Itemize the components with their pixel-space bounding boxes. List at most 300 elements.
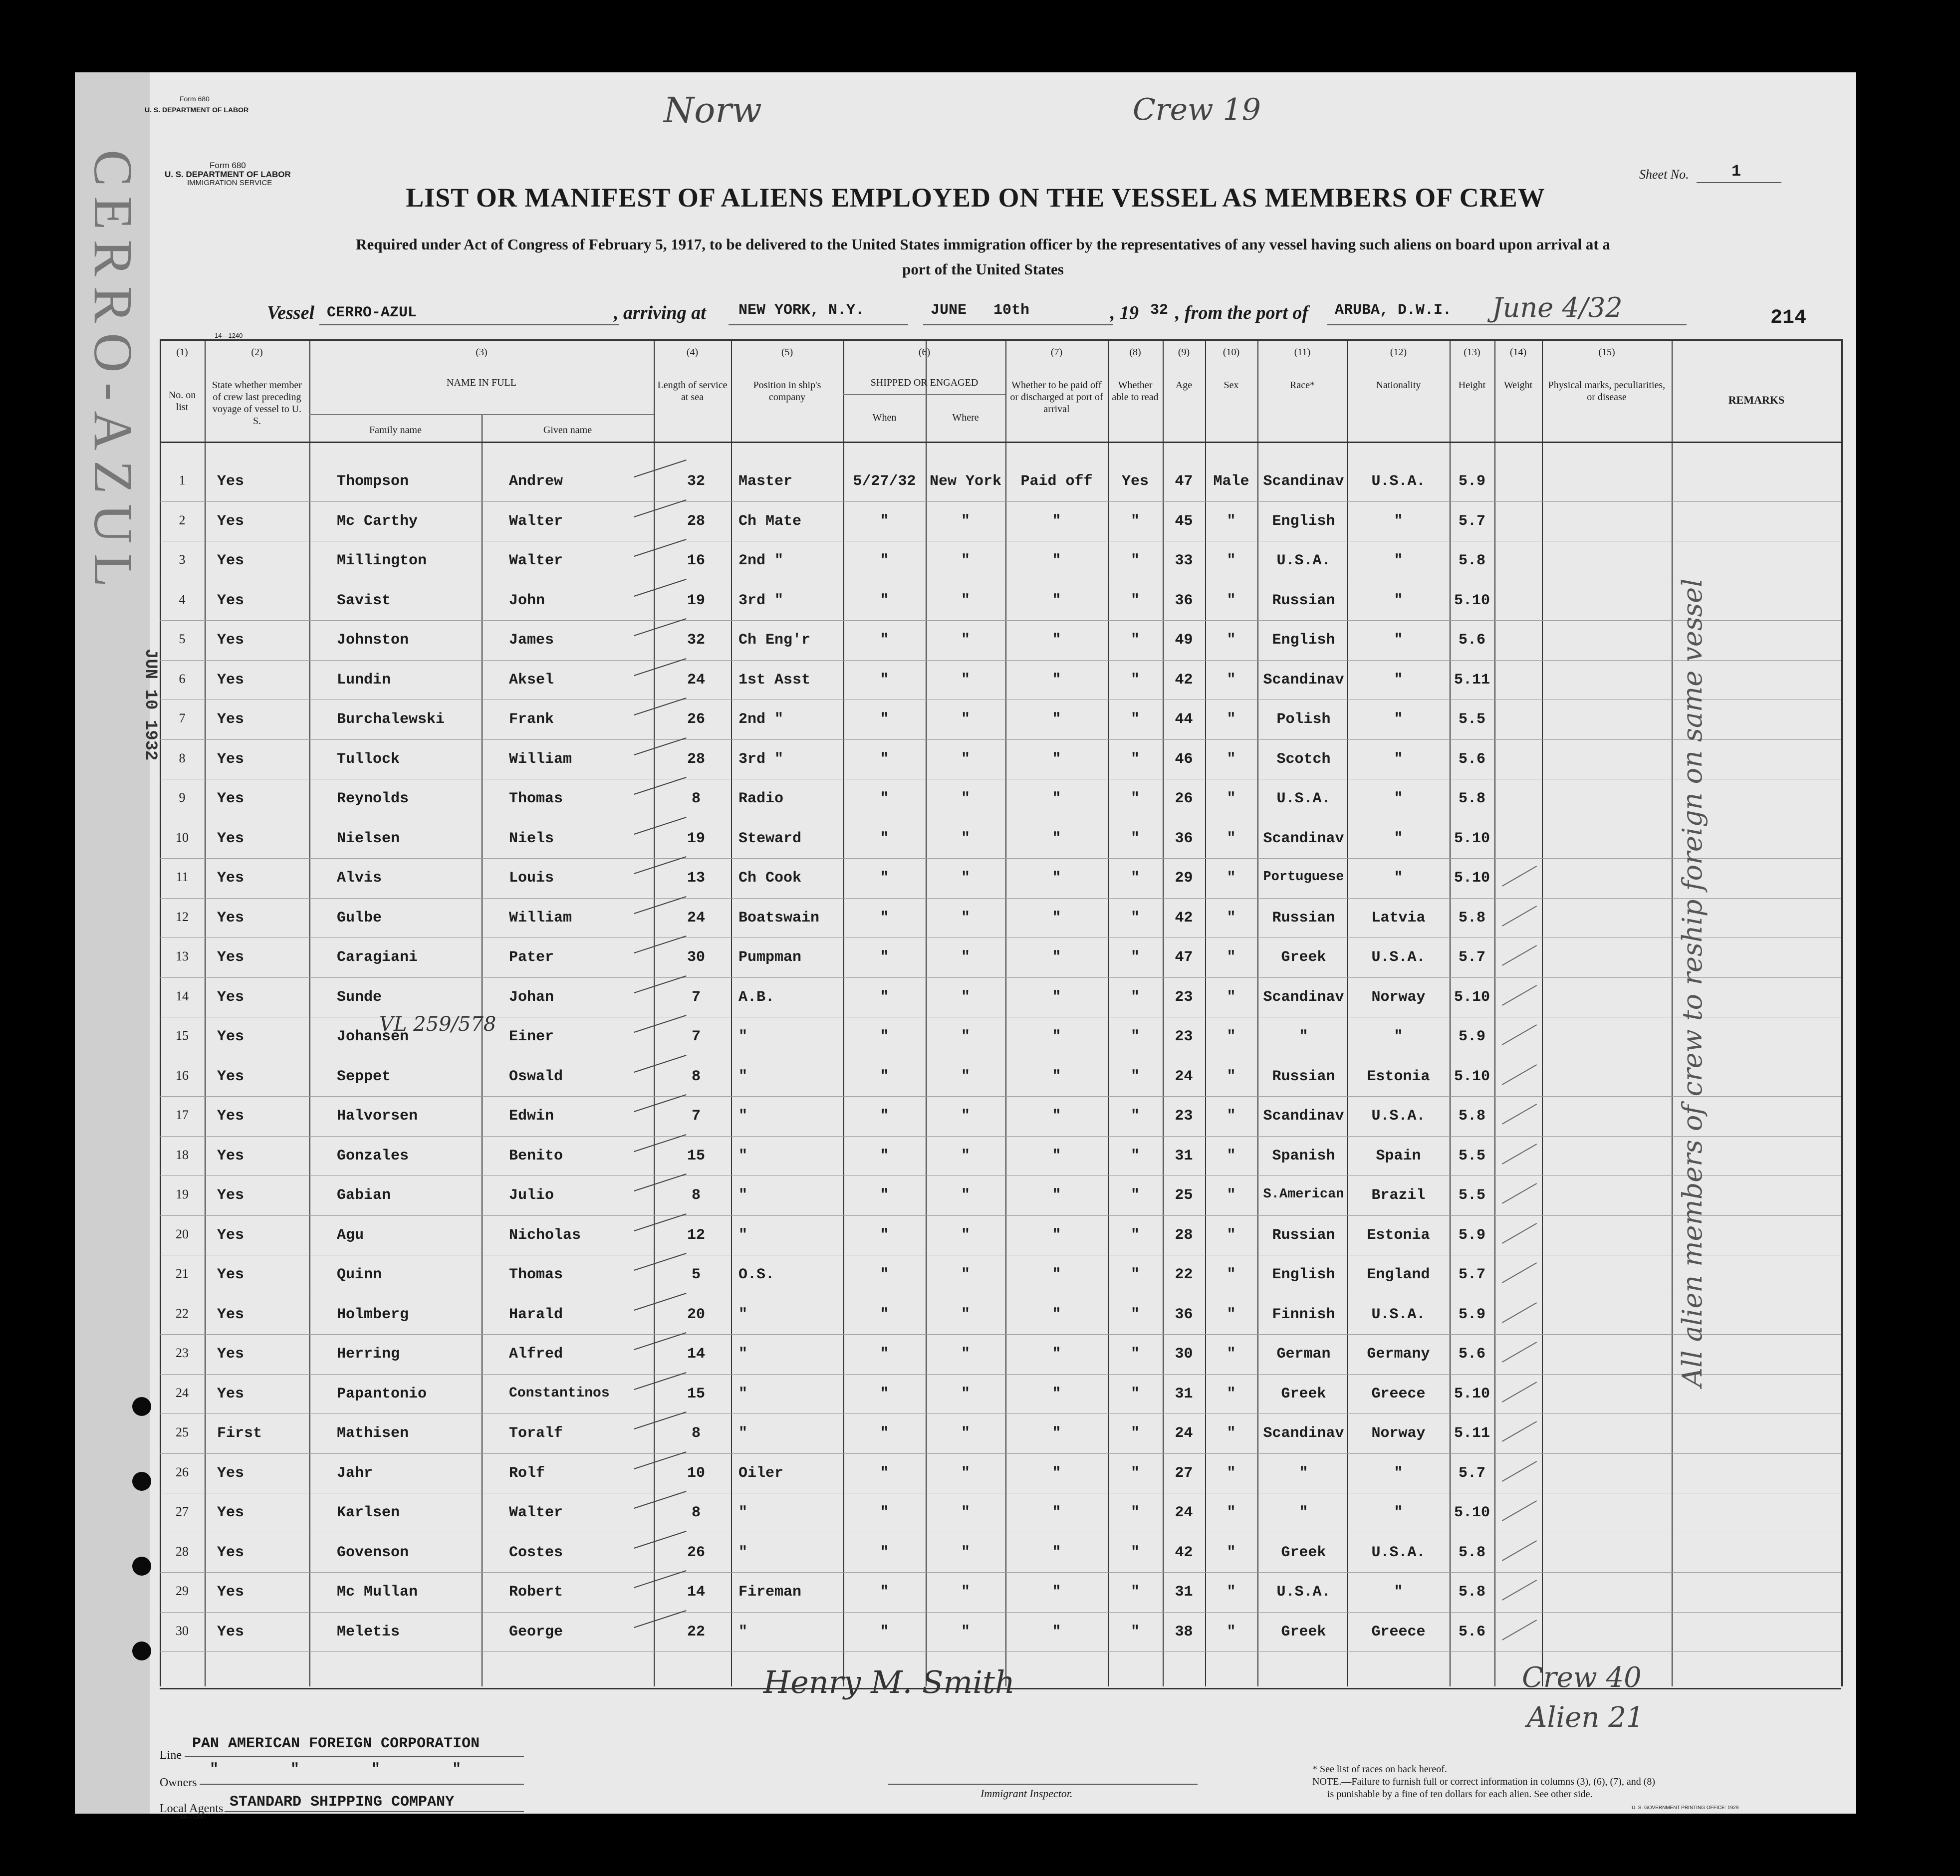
cell-given: Louis: [509, 870, 554, 887]
cell-sex: ": [1226, 1346, 1236, 1363]
cell-family: Halvorsen: [337, 1108, 418, 1125]
cell-paid: ": [1052, 632, 1061, 649]
cell-family: Seppet: [337, 1068, 391, 1085]
cell-prev: Yes: [217, 949, 245, 966]
cell-nationality: Greece: [1371, 1385, 1426, 1403]
cell-service: 8: [691, 1504, 701, 1521]
cell-height: 5.6: [1458, 1346, 1485, 1363]
cell-where: ": [961, 1187, 970, 1204]
column-header: State whether member of crew last preceding voyage of vessel to U. S.: [212, 380, 302, 427]
cell-prev: Yes: [217, 909, 245, 927]
cell-sex: ": [1226, 1504, 1236, 1521]
cell-age: 36: [1175, 830, 1193, 847]
cell-prev: Yes: [217, 988, 245, 1006]
cell-given: Johan: [509, 988, 554, 1006]
arrival-date: JUNE 10th: [931, 302, 1030, 319]
vessel-name: CERRO-AZUL: [327, 304, 417, 321]
cell-read: ": [1130, 592, 1140, 609]
cell-prev: First: [217, 1425, 262, 1442]
cell-race: English: [1272, 1266, 1335, 1283]
cell-paid: ": [1052, 988, 1061, 1006]
column-number: (7): [1050, 347, 1063, 358]
cell-family: Savist: [337, 592, 391, 609]
arrival-year: 32: [1150, 302, 1169, 319]
cell-paid: ": [1052, 711, 1061, 728]
cell-position: O.S.: [738, 1266, 775, 1283]
cell-paid: ": [1052, 1584, 1061, 1601]
cell-height: 5.7: [1458, 1464, 1485, 1482]
cell-given: Alfred: [509, 1346, 563, 1363]
cell-position: ": [738, 1108, 748, 1125]
cell-when: ": [880, 870, 889, 887]
cell-age: 36: [1175, 592, 1193, 609]
cell-no: 13: [176, 949, 189, 963]
cell-when: ": [880, 1187, 889, 1204]
cell-position: Pumpman: [738, 949, 802, 966]
cell-when: ": [880, 1266, 889, 1283]
cell-where: ": [961, 592, 970, 609]
cell-sex: ": [1226, 1306, 1236, 1323]
cell-service: 28: [687, 512, 705, 530]
cell-position: ": [738, 1425, 748, 1442]
cell-height: 5.8: [1458, 790, 1485, 807]
cell-height: 5.6: [1458, 632, 1485, 649]
port-underline: [1327, 324, 1687, 325]
cell-nationality: Estonia: [1367, 1068, 1430, 1085]
cell-position: Fireman: [738, 1584, 802, 1601]
column-number: (6): [918, 347, 931, 358]
cell-family: Mc Mullan: [337, 1584, 418, 1601]
cell-given: Walter: [509, 552, 563, 569]
cell-where: ": [961, 1623, 970, 1641]
cell-race: English: [1272, 632, 1335, 649]
cell-when: ": [880, 988, 889, 1006]
header-subdivider: [843, 394, 1005, 395]
cell-where: ": [961, 750, 970, 768]
cell-prev: Yes: [217, 1266, 245, 1283]
column-divider: [1841, 339, 1843, 1686]
dept-top: U. S. DEPARTMENT OF LABOR: [145, 106, 249, 114]
cell-read: ": [1130, 552, 1140, 569]
cell-age: 22: [1175, 1266, 1193, 1283]
margin-code: 14—1240: [215, 332, 243, 339]
cell-prev: Yes: [217, 1187, 245, 1204]
cell-family: Quinn: [337, 1266, 382, 1283]
cell-family: Agu: [337, 1226, 364, 1244]
cell-height: 5.7: [1458, 1266, 1485, 1283]
cell-height: 5.9: [1458, 1306, 1485, 1323]
cell-when: ": [880, 1544, 889, 1561]
cell-age: 46: [1175, 750, 1193, 768]
header-divider: [160, 442, 1841, 443]
cell-family: Reynolds: [337, 790, 409, 807]
column-number: (2): [251, 347, 263, 358]
cell-age: 45: [1175, 512, 1193, 530]
cell-given: Walter: [509, 512, 563, 530]
cell-when: ": [880, 1147, 889, 1165]
column-subheader: When: [872, 412, 897, 423]
cell-where: ": [961, 512, 970, 530]
cell-when: ": [880, 1623, 889, 1641]
cell-read: ": [1130, 1623, 1140, 1641]
cell-position: 3rd ": [738, 750, 784, 768]
cell-race: U.S.A.: [1276, 1584, 1331, 1601]
cell-given: John: [509, 592, 545, 609]
cell-when: ": [880, 750, 889, 768]
subtitle-line2: port of the United States: [902, 260, 1064, 278]
punch-hole: [132, 1397, 151, 1416]
cell-where: New York: [929, 473, 1002, 490]
printer-mark: U. S. GOVERNMENT PRINTING OFFICE: 1929: [1632, 1805, 1739, 1811]
cell-when: ": [880, 592, 889, 609]
cell-read: ": [1130, 949, 1140, 966]
cell-read: ": [1130, 1147, 1140, 1165]
cell-nationality: ": [1394, 1504, 1403, 1521]
cell-when: ": [880, 1504, 889, 1521]
cell-where: ": [961, 1147, 970, 1165]
cell-given: Walter: [509, 1504, 563, 1521]
cell-when: ": [880, 512, 889, 530]
column-header: Age: [1175, 380, 1193, 391]
cell-no: 4: [179, 592, 186, 607]
cell-nationality: ": [1394, 1464, 1403, 1482]
cell-age: 29: [1175, 870, 1193, 887]
cell-prev: Yes: [217, 1623, 245, 1641]
cell-no: 23: [176, 1346, 189, 1360]
cell-when: ": [880, 1306, 889, 1323]
cell-position: ": [738, 1226, 748, 1244]
cell-no: 28: [176, 1544, 189, 1559]
cell-no: 20: [176, 1226, 189, 1241]
cell-age: 44: [1175, 711, 1193, 728]
cell-nationality: ": [1394, 830, 1403, 847]
cell-when: ": [880, 909, 889, 927]
cell-height: 5.8: [1458, 1108, 1485, 1125]
cell-no: 11: [176, 870, 189, 884]
cell-paid: ": [1052, 552, 1061, 569]
cell-where: ": [961, 909, 970, 927]
cell-service: 24: [687, 671, 705, 689]
cell-position: Ch Mate: [738, 512, 802, 530]
cell-when: ": [880, 711, 889, 728]
cell-service: 7: [691, 1108, 701, 1125]
cell-height: 5.5: [1458, 1147, 1485, 1165]
cell-race: Russian: [1272, 592, 1335, 609]
cell-service: 32: [687, 632, 705, 649]
cell-nationality: ": [1394, 552, 1403, 569]
cell-race: Greek: [1281, 1544, 1326, 1561]
cell-nationality: U.S.A.: [1371, 949, 1426, 966]
cell-given: Andrew: [509, 473, 563, 490]
cell-no: 21: [176, 1266, 189, 1281]
cell-read: ": [1130, 1266, 1140, 1283]
cell-nationality: Estonia: [1367, 1226, 1430, 1244]
cell-service: 19: [687, 830, 705, 847]
cell-family: Gulbe: [337, 909, 382, 927]
cell-nationality: ": [1394, 711, 1403, 728]
cell-sex: ": [1226, 949, 1236, 966]
cell-service: 15: [687, 1385, 705, 1403]
cell-where: ": [961, 1068, 970, 1085]
cell-given: Aksel: [509, 671, 554, 689]
cell-prev: Yes: [217, 1028, 245, 1045]
cell-sex: ": [1226, 988, 1236, 1006]
cell-race: English: [1272, 512, 1335, 530]
cell-family: Sunde: [337, 988, 382, 1006]
cell-family: Caragiani: [337, 949, 418, 966]
arriving-port: NEW YORK, N.Y.: [738, 302, 865, 319]
cell-family: Mathisen: [337, 1425, 409, 1442]
hand-note-top-right: Crew 19: [1133, 92, 1261, 127]
cell-read: ": [1130, 909, 1140, 927]
cell-sex: ": [1226, 1544, 1236, 1561]
cell-sex: ": [1226, 1464, 1236, 1482]
cell-race: Scandinav: [1263, 1108, 1344, 1125]
cell-no: 8: [179, 750, 186, 765]
cell-family: Jahr: [337, 1464, 373, 1482]
cell-height: 5.6: [1458, 750, 1485, 768]
footer-form-code: 14—1240: [180, 1814, 206, 1821]
cell-nationality: U.S.A.: [1371, 1108, 1426, 1125]
cell-age: 42: [1175, 909, 1193, 927]
subtitle-line1: Required under Act of Congress of February 5, 1917, to be delivered to the United States immigration officer by the representatives of any vessel having such aliens on board upon arrival at a: [356, 235, 1610, 253]
cell-position: 1st Asst: [738, 671, 811, 689]
cell-prev: Yes: [217, 1147, 245, 1165]
cell-where: ": [961, 1028, 970, 1045]
cell-paid: ": [1052, 750, 1061, 768]
cell-read: ": [1130, 1306, 1140, 1323]
cell-read: ": [1130, 790, 1140, 807]
line-value: PAN AMERICAN FOREIGN CORPORATION: [192, 1735, 480, 1752]
cell-position: Steward: [738, 830, 802, 847]
cell-race: Scandinav: [1263, 473, 1344, 490]
cell-sex: ": [1226, 1266, 1236, 1283]
column-header: Sex: [1224, 380, 1239, 391]
cell-position: ": [738, 1544, 748, 1561]
cell-prev: Yes: [217, 671, 245, 689]
cell-family: Mc Carthy: [337, 512, 418, 530]
cell-race: S.American: [1263, 1187, 1344, 1202]
cell-where: ": [961, 988, 970, 1006]
punch-hole: [132, 1557, 151, 1576]
cell-race: U.S.A.: [1276, 790, 1331, 807]
footnote-penalty: NOTE.—Failure to furnish full or correct information in columns (3), (6), (7), and (8): [1312, 1776, 1656, 1787]
cell-nationality: Brazil: [1371, 1187, 1426, 1204]
cell-paid: ": [1052, 1187, 1061, 1204]
cell-race: Portuguese: [1263, 870, 1344, 885]
cell-no: 18: [176, 1147, 189, 1162]
cell-read: ": [1130, 1346, 1140, 1363]
cell-nationality: ": [1394, 632, 1403, 649]
cell-nationality: ": [1394, 512, 1403, 530]
cell-paid: ": [1052, 1028, 1061, 1045]
cell-prev: Yes: [217, 1544, 245, 1561]
cell-sex: ": [1226, 592, 1236, 609]
cell-family: Gabian: [337, 1187, 391, 1204]
cell-race: Russian: [1272, 1226, 1335, 1244]
cell-height: 5.11: [1454, 671, 1490, 689]
cell-read: ": [1130, 830, 1140, 847]
cell-read: ": [1130, 632, 1140, 649]
cell-position: Ch Eng'r: [738, 632, 811, 649]
cell-where: ": [961, 1464, 970, 1482]
cell-age: 38: [1175, 1623, 1193, 1641]
cell-race: Scandinav: [1263, 671, 1344, 689]
cell-given: Julio: [509, 1187, 554, 1204]
column-header: SHIPPED OR ENGAGED: [870, 377, 979, 388]
cell-race: Scotch: [1276, 750, 1331, 768]
cell-nationality: Spain: [1376, 1147, 1421, 1165]
cell-race: Scandinav: [1263, 1425, 1344, 1442]
cell-read: ": [1130, 1028, 1140, 1045]
cell-no: 5: [179, 632, 186, 646]
cell-prev: Yes: [217, 1346, 245, 1363]
cell-height: 5.10: [1454, 870, 1490, 887]
cell-read: ": [1130, 1068, 1140, 1085]
cell-position: ": [738, 1385, 748, 1403]
form-number-top: Form 680: [180, 95, 210, 103]
cell-nationality: ": [1394, 592, 1403, 609]
cell-sex: ": [1226, 1187, 1236, 1204]
cell-height: 5.9: [1458, 1226, 1485, 1244]
cell-no: 22: [176, 1306, 189, 1321]
column-subheader: Given name: [543, 425, 592, 436]
cell-prev: Yes: [217, 592, 245, 609]
cell-position: ": [738, 1147, 748, 1165]
column-number: (5): [781, 347, 793, 358]
cell-where: ": [961, 671, 970, 689]
cell-age: 23: [1175, 1108, 1193, 1125]
cell-sex: ": [1226, 632, 1236, 649]
cell-prev: Yes: [217, 870, 245, 887]
cell-service: 28: [687, 750, 705, 768]
column-header: Length of service at sea: [657, 380, 728, 403]
cell-given: Pater: [509, 949, 554, 966]
cell-height: 5.9: [1458, 1028, 1485, 1045]
footnote-penalty-cont: is punishable by a fine of ten dollars for each alien. See other side.: [1327, 1789, 1593, 1800]
column-number: (12): [1390, 347, 1407, 358]
cell-age: 31: [1175, 1147, 1193, 1165]
cell-height: 5.7: [1458, 949, 1485, 966]
cell-sex: ": [1226, 790, 1236, 807]
cell-given: Thomas: [509, 790, 563, 807]
cell-when: 5/27/32: [853, 473, 916, 490]
cell-family: Herring: [337, 1346, 400, 1363]
cell-service: 10: [687, 1464, 705, 1482]
cell-prev: Yes: [217, 711, 245, 728]
cell-race: ": [1299, 1028, 1308, 1045]
cell-when: ": [880, 949, 889, 966]
column-number: (9): [1178, 347, 1190, 358]
column-header: Height: [1458, 380, 1486, 391]
cell-given: George: [509, 1623, 563, 1641]
sheet-label: Sheet No.: [1639, 167, 1689, 182]
cell-when: ": [880, 1108, 889, 1125]
cell-sex: ": [1226, 711, 1236, 728]
cell-where: ": [961, 632, 970, 649]
sheet-number: 1: [1731, 162, 1741, 181]
cell-sex: ": [1226, 1584, 1236, 1601]
cell-height: 5.10: [1454, 1385, 1490, 1403]
cell-service: 32: [687, 473, 705, 490]
cell-race: Scandinav: [1263, 830, 1344, 847]
cell-position: Master: [738, 473, 793, 490]
cell-nationality: U.S.A.: [1371, 473, 1426, 490]
cell-when: ": [880, 1464, 889, 1482]
cell-when: ": [880, 1584, 889, 1601]
cell-nationality: Norway: [1371, 988, 1426, 1006]
cell-sex: ": [1226, 1108, 1236, 1125]
cell-read: ": [1130, 1226, 1140, 1244]
cell-where: ": [961, 870, 970, 887]
cell-read: ": [1130, 1504, 1140, 1521]
cell-position: ": [738, 1187, 748, 1204]
column-header: Physical marks, peculiarities, or disease: [1548, 380, 1666, 403]
cell-service: 19: [687, 592, 705, 609]
cell-height: 5.9: [1458, 473, 1485, 490]
cell-height: 5.11: [1454, 1425, 1490, 1442]
cell-where: ": [961, 1108, 970, 1125]
cell-prev: Yes: [217, 552, 245, 569]
cell-sex: ": [1226, 1425, 1236, 1442]
cell-given: Rolf: [509, 1464, 545, 1482]
cell-paid: ": [1052, 1068, 1061, 1085]
cell-paid: ": [1052, 830, 1061, 847]
cell-nationality: U.S.A.: [1371, 1544, 1426, 1561]
cell-age: 47: [1175, 473, 1193, 490]
cell-read: ": [1130, 1464, 1140, 1482]
cell-service: 30: [687, 949, 705, 966]
cell-read: ": [1130, 1584, 1140, 1601]
cell-age: 30: [1175, 1346, 1193, 1363]
punch-hole: [132, 1472, 151, 1491]
cell-race: Finnish: [1272, 1306, 1335, 1323]
cell-nationality: ": [1394, 790, 1403, 807]
service: IMMIGRATION SERVICE: [187, 179, 272, 187]
cell-height: 5.6: [1458, 1623, 1485, 1641]
column-number: (15): [1598, 347, 1615, 358]
cell-sex: ": [1226, 1385, 1236, 1403]
cell-given: Robert: [509, 1584, 563, 1601]
cell-family: Tullock: [337, 750, 400, 768]
cell-age: 24: [1175, 1425, 1193, 1442]
cell-paid: ": [1052, 949, 1061, 966]
cell-prev: Yes: [217, 632, 245, 649]
cell-service: 7: [691, 988, 701, 1006]
cell-paid: ": [1052, 1623, 1061, 1641]
column-number: (8): [1129, 347, 1141, 358]
cell-no: 2: [179, 512, 186, 527]
column-number: (1): [176, 347, 188, 358]
cell-race: Greek: [1281, 1385, 1326, 1403]
cell-service: 14: [687, 1346, 705, 1363]
cell-prev: Yes: [217, 1464, 245, 1482]
cell-paid: ": [1052, 1306, 1061, 1323]
cell-paid: ": [1052, 512, 1061, 530]
cell-service: 15: [687, 1147, 705, 1165]
cell-height: 5.10: [1454, 1068, 1490, 1085]
cell-when: ": [880, 1385, 889, 1403]
cell-height: 5.8: [1458, 552, 1485, 569]
cell-paid: Paid off: [1020, 473, 1093, 490]
cell-age: 31: [1175, 1385, 1193, 1403]
column-header: Whether able to read: [1112, 380, 1159, 403]
cell-where: ": [961, 1266, 970, 1283]
cell-sex: ": [1226, 830, 1236, 847]
cell-read: ": [1130, 1425, 1140, 1442]
cell-given: Frank: [509, 711, 554, 728]
cell-service: 8: [691, 1425, 701, 1442]
